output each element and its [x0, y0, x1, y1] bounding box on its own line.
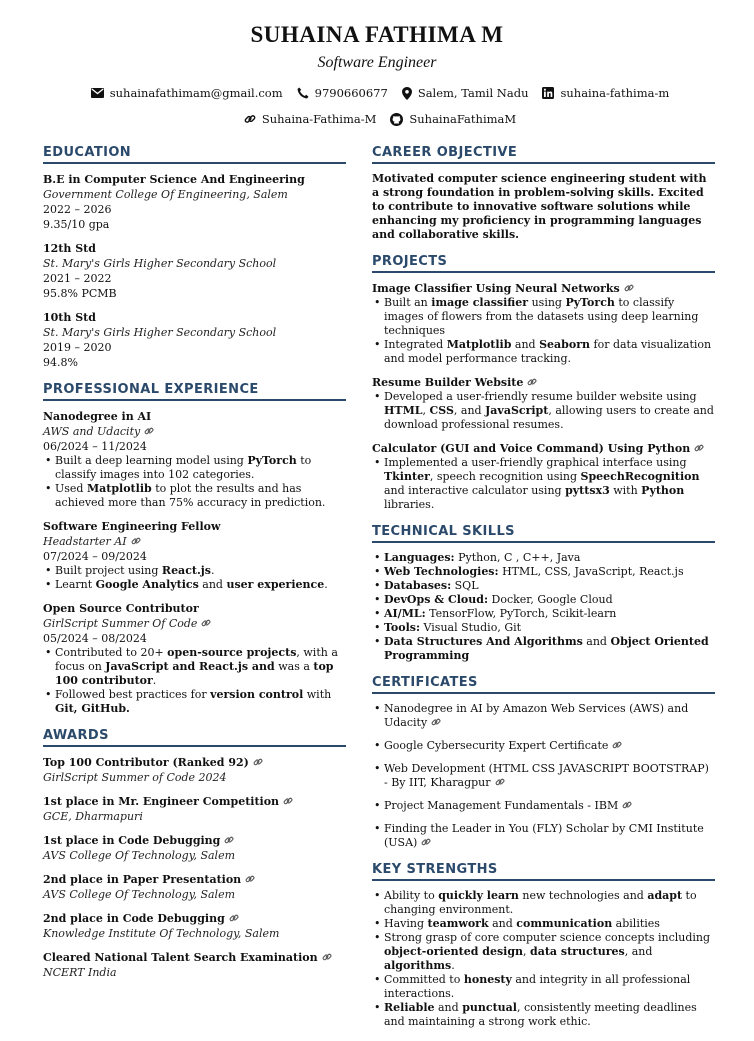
education-entry — [43, 172, 346, 232]
bold-text: data structures — [530, 945, 625, 958]
bold-text: Seaborn — [539, 338, 591, 351]
text: Visual Studio, Git — [420, 621, 522, 634]
contact-location-text: Salem, Tamil Nadu — [417, 86, 529, 100]
link-icon[interactable] — [694, 442, 704, 452]
text: with — [303, 688, 332, 701]
link-icon[interactable] — [421, 837, 431, 847]
text: libraries. — [384, 498, 435, 511]
award-title-text: 2nd place in Paper Presentation — [43, 873, 242, 886]
award-org: GirlScript Summer of Code 2024 — [43, 771, 227, 784]
link-icon[interactable] — [622, 800, 632, 810]
strengths-list — [372, 889, 715, 1029]
objective-heading: CAREER OBJECTIVE — [372, 145, 715, 164]
contact-github-text: SuhainaFathimaM — [409, 112, 517, 126]
text: Docker, Google Cloud — [488, 593, 613, 606]
bold-text: honesty — [463, 973, 512, 986]
organization-text: AWS and Udacity — [43, 425, 141, 438]
bullet-item — [43, 646, 346, 688]
bold-text: Web Technologies: — [384, 565, 499, 578]
award-entry — [43, 833, 346, 863]
bullet-item — [372, 593, 715, 607]
bold-text: Matplotlib — [86, 482, 152, 495]
awards-heading: AWARDS — [43, 728, 346, 747]
link-icon[interactable] — [131, 535, 141, 545]
text: Built a deep learning model using — [55, 454, 248, 467]
education-entry — [43, 241, 346, 301]
link-icon[interactable] — [283, 795, 293, 805]
certificate-item[interactable] — [372, 739, 715, 753]
bullet-list — [43, 564, 346, 592]
text: . — [152, 674, 157, 687]
dates: 06/2024 – 11/2024 — [43, 440, 147, 453]
project-title-text: Calculator (GUI and Voice Command) Using Python — [372, 442, 691, 455]
contact-location — [402, 84, 529, 102]
certificate-item[interactable] — [372, 799, 715, 813]
link-icon[interactable] — [224, 834, 234, 844]
text: and — [511, 338, 540, 351]
organization-text: GirlScript Summer Of Code — [43, 617, 198, 630]
education-entry — [43, 310, 346, 370]
bold-text: JavaScript — [485, 404, 549, 417]
link-icon[interactable] — [612, 740, 622, 750]
award-title-text: 1st place in Code Debugging — [43, 834, 221, 847]
experience-section — [43, 382, 346, 716]
skills-section — [372, 524, 715, 663]
experience-entry — [43, 519, 346, 592]
bullet-item — [372, 973, 715, 1001]
bullet-item — [372, 579, 715, 593]
text: and interactive calculator using — [384, 484, 566, 497]
text: Integrated — [384, 338, 447, 351]
bold-text: JavaScript and React.js and — [105, 660, 275, 673]
bold-text: AI/ML: — [384, 607, 426, 620]
text: SQL — [451, 579, 479, 592]
experience-heading: PROFESSIONAL EXPERIENCE — [43, 382, 346, 401]
text: Built project using — [55, 564, 162, 577]
text: abilities — [612, 917, 660, 930]
certificate-text: Project Management Fundamentals - IBM — [384, 799, 619, 812]
award-title-text: 1st place in Mr. Engineer Competition — [43, 795, 280, 808]
projects-heading: PROJECTS — [372, 254, 715, 273]
bullet-item — [372, 456, 715, 512]
text: Followed best practices for — [55, 688, 211, 701]
dates: 07/2024 – 09/2024 — [43, 550, 147, 563]
skills-list — [372, 551, 715, 663]
bold-text: communication — [516, 917, 613, 930]
award-title[interactable] — [43, 950, 346, 965]
text: . — [451, 959, 455, 972]
bold-text: teamwork — [427, 917, 489, 930]
projects-section — [372, 254, 715, 512]
link-icon[interactable] — [229, 912, 239, 922]
award-org: NCERT India — [43, 966, 117, 979]
school: St. Mary's Girls Higher Secondary School — [43, 257, 277, 270]
bold-text: PyTorch — [565, 296, 615, 309]
text: HTML, CSS, JavaScript, React.js — [498, 565, 684, 578]
award-title[interactable] — [43, 794, 346, 809]
link-icon[interactable] — [253, 756, 263, 766]
project-title-text: Image Classifier Using Neural Networks — [372, 282, 620, 295]
bullet-list — [372, 456, 715, 512]
dates: 2019 – 2020 — [43, 341, 112, 354]
project-entry — [372, 441, 715, 512]
experience-entry — [43, 409, 346, 510]
organization[interactable] — [43, 616, 346, 631]
award-title-text: Top 100 Contributor (Ranked 92) — [43, 756, 249, 769]
bullet-item — [372, 635, 715, 663]
text: to classify images of flowers from the datasets using deep learning techniques — [384, 296, 699, 337]
text: to changing environment. — [384, 889, 697, 916]
text: using — [528, 296, 566, 309]
award-org: GCE, Dharmapuri — [43, 810, 143, 823]
text: . — [210, 564, 215, 577]
bold-text: Reliable — [384, 1001, 435, 1014]
degree: B.E in Computer Science And Engineering — [43, 173, 305, 186]
link-icon[interactable] — [527, 376, 537, 386]
award-title[interactable] — [43, 833, 346, 848]
skills-heading: TECHNICAL SKILLS — [372, 524, 715, 543]
bold-text: object-oriented design — [384, 945, 524, 958]
education-section — [43, 145, 346, 370]
link-icon[interactable] — [431, 717, 441, 727]
text: , and — [453, 404, 486, 417]
project-title[interactable] — [372, 281, 715, 296]
phone-icon — [297, 87, 309, 99]
text: Python, C , C++, Java — [454, 551, 581, 564]
experience-entry — [43, 601, 346, 716]
bullet-item — [43, 454, 346, 482]
bold-text: Tools: — [384, 621, 421, 634]
contact-phone-text: 9790660677 — [314, 86, 388, 100]
email-icon — [91, 88, 104, 98]
bold-text: Python — [641, 484, 685, 497]
bold-text: SpeechRecognition — [580, 470, 700, 483]
left-column — [43, 145, 346, 992]
bullet-item — [372, 338, 715, 366]
degree: 12th Std — [43, 242, 96, 255]
project-title[interactable] — [372, 375, 715, 390]
text: to classify images into 102 categories. — [55, 454, 312, 481]
text: , and — [624, 945, 653, 958]
bold-text: Matplotlib — [446, 338, 512, 351]
score: 95.8% PCMB — [43, 287, 117, 300]
bullet-item — [372, 607, 715, 621]
link-icon[interactable] — [201, 617, 211, 627]
bullet-item — [43, 688, 346, 716]
bullet-item — [43, 578, 346, 592]
bullet-item — [372, 621, 715, 635]
bold-text: Object Oriented Programming — [384, 635, 709, 662]
role: Software Engineering Fellow — [43, 520, 221, 533]
bold-text: punctual — [462, 1001, 517, 1014]
strengths-section — [372, 862, 715, 1029]
text: , — [422, 404, 430, 417]
bullet-item — [372, 917, 715, 931]
bullet-item — [372, 931, 715, 973]
objective-section — [372, 145, 715, 242]
project-entry — [372, 281, 715, 366]
linkedin-icon — [542, 87, 554, 99]
bold-text: Google Analytics — [95, 578, 199, 591]
role: Open Source Contributor — [43, 602, 199, 615]
bullet-item — [372, 551, 715, 565]
award-title-text: 2nd place in Code Debugging — [43, 912, 225, 925]
bold-text: adapt — [647, 889, 683, 902]
job-title: Software Engineer — [317, 54, 437, 71]
bold-text: image classifier — [431, 296, 529, 309]
award-org: AVS College Of Technology, Salem — [43, 888, 236, 901]
bullet-item — [372, 390, 715, 432]
certificates-section — [372, 675, 715, 850]
text: was a — [274, 660, 314, 673]
text: Strong grasp of core computer science concepts including — [384, 931, 711, 944]
text: . — [324, 578, 328, 591]
bullet-list — [43, 646, 346, 716]
text: TensorFlow, PyTorch, Scikit-learn — [425, 607, 617, 620]
text: new technologies and — [518, 889, 648, 902]
text: Developed a user-friendly resume builder website using — [384, 390, 697, 403]
bullet-list — [372, 296, 715, 366]
certificate-text: Web Development (HTML CSS JAVASCRIPT BOOTSTRAP) - By IIT, Kharagpur — [384, 762, 709, 789]
bold-text: Languages: — [384, 551, 455, 564]
bold-text: Databases: — [384, 579, 452, 592]
award-org: Knowledge Institute Of Technology, Salem — [43, 927, 280, 940]
location-icon — [402, 87, 412, 100]
award-title[interactable] — [43, 911, 346, 926]
award-title[interactable] — [43, 755, 346, 770]
bold-text: version control — [210, 688, 304, 701]
bullet-item — [372, 889, 715, 917]
award-entry — [43, 794, 346, 824]
contact-email-text: suhainafathimam@gmail.com — [109, 86, 283, 100]
link-icon[interactable] — [495, 777, 505, 787]
text: Having — [384, 917, 428, 930]
project-title-text: Resume Builder Website — [372, 376, 524, 389]
text: to plot the results and has achieved more than 75% accuracy in prediction. — [55, 482, 326, 509]
award-entry — [43, 950, 346, 980]
award-entry — [43, 755, 346, 785]
link-icon — [244, 113, 256, 125]
bullet-list — [372, 390, 715, 432]
school: Government College Of Engineering, Salem — [43, 188, 288, 201]
dates: 2021 – 2022 — [43, 272, 112, 285]
award-org: AVS College Of Technology, Salem — [43, 849, 236, 862]
awards-section — [43, 728, 346, 980]
bullet-item — [372, 296, 715, 338]
bold-text: quickly learn — [438, 889, 519, 902]
certificate-item[interactable] — [372, 822, 715, 850]
contact-github[interactable] — [390, 110, 516, 128]
text: , allowing users to create and download professional resumes. — [384, 404, 714, 431]
link-icon[interactable] — [245, 873, 255, 883]
bold-text: Tkinter — [384, 470, 430, 483]
school: St. Mary's Girls Higher Secondary School — [43, 326, 277, 339]
bold-text: PyTorch — [247, 454, 297, 467]
contact-linkedin-text: suhaina-fathima-m — [560, 86, 670, 100]
project-entry — [372, 375, 715, 432]
contact-phone[interactable] — [297, 84, 388, 102]
bold-text: top 100 contributor — [55, 660, 334, 687]
bullet-item — [43, 482, 346, 510]
bold-text: React.js — [161, 564, 211, 577]
text: for data visualization and model performance tracking. — [384, 338, 712, 365]
text: with — [609, 484, 642, 497]
education-heading: EDUCATION — [43, 145, 346, 164]
bold-text: HTML — [384, 404, 423, 417]
github-icon — [390, 113, 403, 126]
contact-website[interactable] — [244, 110, 377, 128]
score: 9.35/10 gpa — [43, 218, 110, 231]
organization-text: Headstarter AI — [43, 535, 127, 548]
role: Nanodegree in AI — [43, 410, 152, 423]
text: Used — [55, 482, 87, 495]
strengths-heading: KEY STRENGTHS — [372, 862, 715, 881]
text: and integrity in all professional interactions. — [384, 973, 691, 1000]
certificates-list — [372, 702, 715, 850]
text: , speech recognition using — [429, 470, 581, 483]
contact-bar — [40, 84, 720, 128]
bold-text: pyttsx3 — [565, 484, 610, 497]
text: Contributed to 20+ — [55, 646, 168, 659]
bold-text: algorithms — [384, 959, 452, 972]
bold-text: CSS — [429, 404, 454, 417]
award-entry — [43, 872, 346, 902]
link-icon[interactable] — [144, 425, 154, 435]
right-column — [372, 145, 715, 1041]
bullet-item — [372, 565, 715, 579]
award-title[interactable] — [43, 872, 346, 887]
bullet-item — [372, 1001, 715, 1029]
text: , with a focus on — [55, 646, 338, 673]
bullet-item — [43, 564, 346, 578]
text: and — [488, 917, 517, 930]
certificate-item[interactable] — [372, 762, 715, 790]
score: 94.8% — [43, 356, 78, 369]
degree: 10th Std — [43, 311, 96, 324]
certificate-item[interactable] — [372, 702, 715, 730]
bold-text: Data Structures And Algorithms — [384, 635, 583, 648]
certificates-heading: CERTIFICATES — [372, 675, 715, 694]
contact-linkedin[interactable] — [542, 84, 669, 102]
text: Implemented a user-friendly graphical interface using — [384, 456, 687, 469]
certificate-text: Nanodegree in AI by Amazon Web Services (AWS) and Udacity — [384, 702, 689, 729]
organization[interactable] — [43, 534, 346, 549]
award-entry — [43, 911, 346, 941]
dates: 05/2024 – 08/2024 — [43, 632, 147, 645]
text: Built an — [384, 296, 432, 309]
bold-text: open-source projects — [167, 646, 297, 659]
dates: 2022 – 2026 — [43, 203, 112, 216]
link-icon[interactable] — [322, 951, 332, 961]
bold-text: user experience — [226, 578, 325, 591]
bold-text: Git, GitHub. — [55, 702, 130, 715]
text: , — [523, 945, 531, 958]
certificate-text: Finding the Leader in You (FLY) Scholar by CMI Institute (USA) — [384, 822, 704, 849]
project-title[interactable] — [372, 441, 715, 456]
text: Ability to — [384, 889, 439, 902]
text: and — [582, 635, 611, 648]
bold-text: DevOps & Cloud: — [384, 593, 489, 606]
bullet-list — [43, 454, 346, 510]
text: and — [434, 1001, 463, 1014]
objective-text: Motivated computer science engineering student with a strong foundation in problem-solving skills. Excited to contribute to innovative software solutions while enhancing my proficiency in programming languages and collaborative skills. — [372, 172, 707, 241]
link-icon[interactable] — [624, 282, 634, 292]
text: and — [198, 578, 227, 591]
award-title-text: Cleared National Talent Search Examination — [43, 951, 318, 964]
text: , consistently meeting deadlines and maintaining a strong work ethic. — [384, 1001, 697, 1028]
organization[interactable] — [43, 424, 346, 439]
certificate-text: Google Cybersecurity Expert Certificate — [384, 739, 609, 752]
contact-website-text: Suhaina-Fathima-M — [261, 112, 377, 126]
text: Learnt — [55, 578, 96, 591]
text: Committed to — [384, 973, 464, 986]
candidate-name: SUHAINA FATHIMA M — [250, 22, 504, 47]
contact-email[interactable] — [91, 84, 283, 102]
